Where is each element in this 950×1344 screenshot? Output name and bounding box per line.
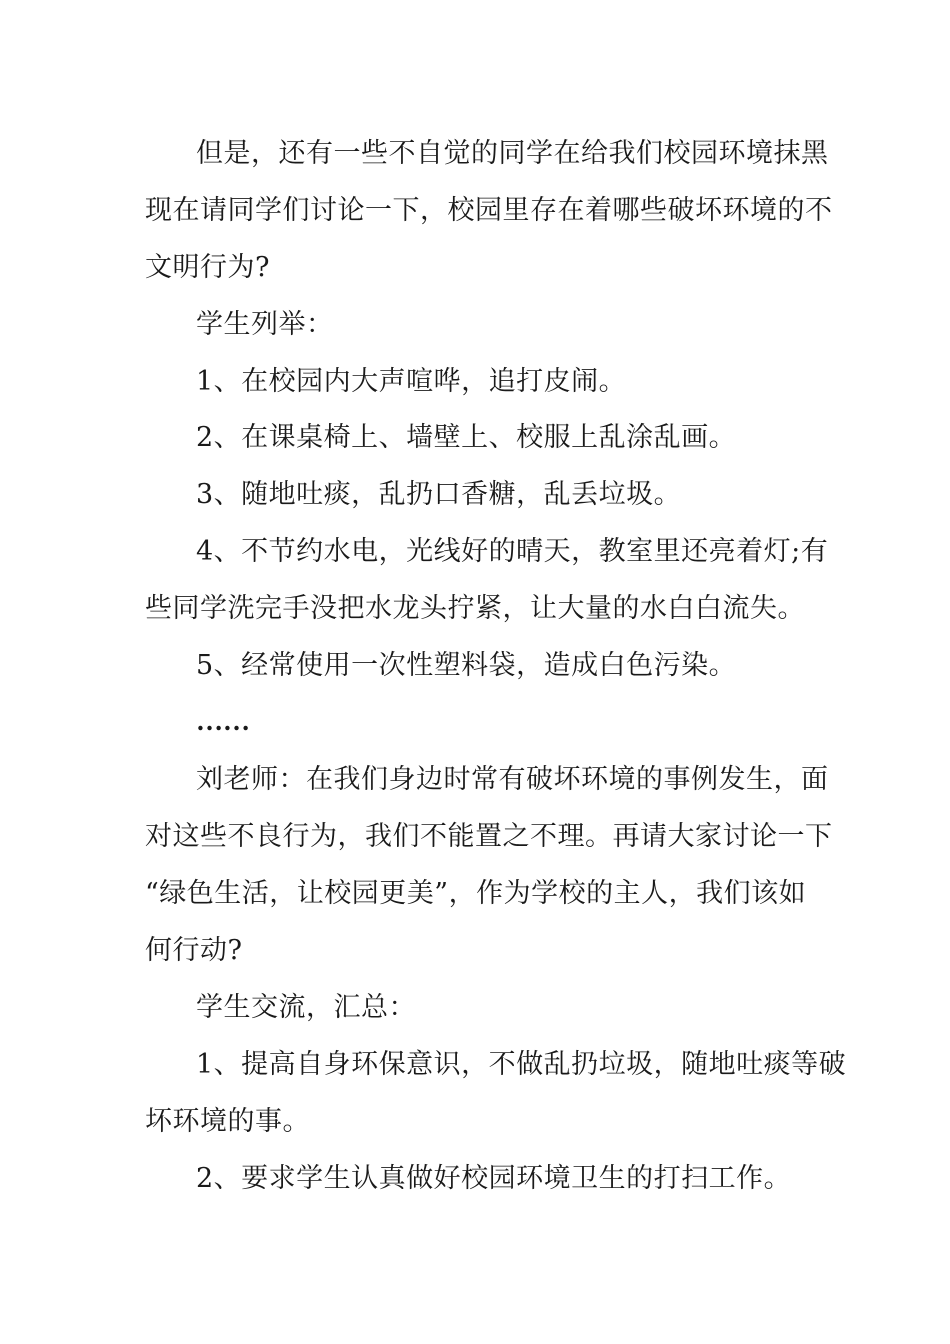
paragraph-line: “绿色生活，让校园更美”，作为学校的主人，我们该如 — [145, 878, 807, 909]
list-item: 3、随地吐痰，乱扔口香糖，乱丢垃圾。 — [196, 479, 682, 510]
paragraph-line: 但是，还有一些不自觉的同学在给我们校园环境抹黑 — [196, 138, 829, 169]
list-item-continuation: 坏环境的事。 — [145, 1106, 310, 1137]
list-item: 1、提高自身环保意识，不做乱扔垃圾，随地吐痰等破 — [196, 1049, 847, 1080]
list-item-continuation: 些同学洗完手没把水龙头拧紧，让大量的水白白流失。 — [145, 593, 805, 624]
paragraph-line: 学生交流，汇总： — [196, 992, 416, 1023]
list-item: 2、要求学生认真做好校园环境卫生的打扫工作。 — [196, 1163, 792, 1194]
paragraph-line: 何行动? — [145, 935, 243, 966]
paragraph-line: 学生列举： — [196, 309, 334, 340]
list-item: 5、经常使用一次性塑料袋，造成白色污染。 — [196, 650, 737, 681]
ellipsis-line: …… — [196, 706, 250, 736]
list-item: 2、在课桌椅上、墙壁上、校服上乱涂乱画。 — [196, 422, 737, 453]
paragraph-line: 刘老师：在我们身边时常有破坏环境的事例发生，面 — [196, 764, 829, 795]
list-item: 4、不节约水电，光线好的晴天，教室里还亮着灯;有 — [196, 536, 829, 567]
paragraph-line: 现在请同学们讨论一下，校园里存在着哪些破坏环境的不 — [145, 195, 833, 226]
paragraph-line: 对这些不良行为，我们不能置之不理。再请大家讨论一下 — [145, 821, 833, 852]
paragraph-line: 文明行为? — [145, 252, 270, 283]
list-item: 1、在校园内大声喧哗，追打皮闹。 — [196, 366, 627, 397]
